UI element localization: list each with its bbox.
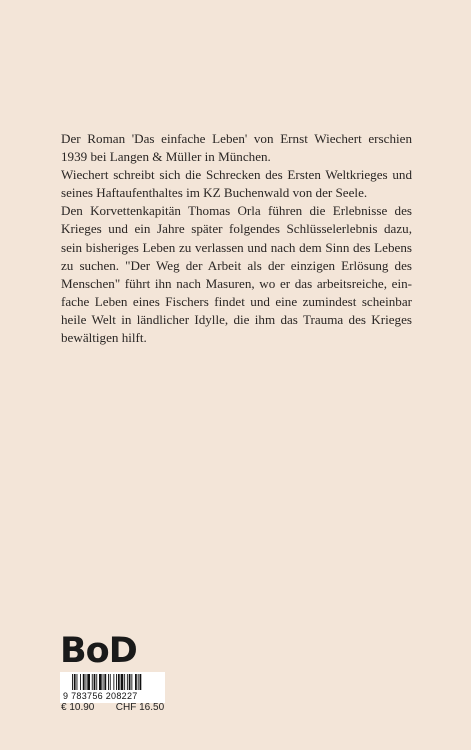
back-cover-blurb	[61, 130, 412, 347]
blurb-paragraph: Wiechert schreibt sich die Schrecken des Ersten Weltkrieges und seines Haftaufenthaltes im KZ Buchenwald von der Seele.	[61, 167, 412, 201]
barcode	[60, 672, 165, 703]
barcode-bar	[74, 674, 76, 690]
price-chf: CHF 16.50	[115, 702, 165, 713]
price-info	[61, 702, 181, 713]
isbn-number: 9 783756 208227	[63, 691, 138, 701]
barcode-bar	[72, 674, 73, 690]
publisher-logo: BoD	[60, 631, 137, 671]
barcode-bar	[127, 674, 128, 690]
barcode-bar	[80, 674, 81, 690]
barcode-bar	[116, 674, 117, 690]
barcode-bar	[103, 674, 104, 690]
barcode-bar	[77, 674, 78, 690]
barcode-bar	[113, 674, 114, 690]
barcode-bar	[140, 674, 142, 690]
barcode-bars	[60, 672, 165, 692]
barcode-bar	[118, 674, 120, 690]
barcode-bar	[110, 674, 111, 690]
barcode-bar	[131, 674, 132, 690]
barcode-bar	[124, 674, 125, 690]
barcode-bar	[108, 674, 109, 690]
blurb-paragraph: Den Korvettenkapitän Thomas Orla führen die Erlebnisse des Krieges und ein Jahre später folgendes Schlüsselerlebnis dazu, sein bisheriges Leben zu verlassen und nach dem Sinn des Lebens zu suchen. "Der Weg der Arbeit als der einzigen Erlösung des Menschen" führt ihn nach Masuren, wo er das arbeitsreiche, einfache Leben eines Fischers findet und eine zumindest scheinbar heile Welt in ländlicher Idylle, die ihm das Trauma des Krieges bewältigen hilft.	[61, 203, 412, 346]
barcode-bar	[96, 674, 97, 690]
barcode-bar	[135, 674, 137, 690]
barcode-bar	[121, 674, 124, 690]
barcode-bar	[87, 674, 90, 690]
barcode-bar	[138, 674, 139, 690]
barcode-bar	[94, 674, 96, 690]
price-eur: € 10.90	[61, 702, 95, 713]
barcode-bar	[104, 674, 106, 690]
barcode-bar	[83, 674, 85, 690]
barcode-bar	[129, 674, 131, 690]
barcode-bar	[86, 674, 87, 690]
blurb-paragraph: Der Roman 'Das einfache Leben' von Ernst Wiechert erschien 1939 bei Langen & Müller in München.	[61, 131, 412, 165]
barcode-bar	[99, 674, 102, 690]
barcode-bar	[92, 674, 93, 690]
